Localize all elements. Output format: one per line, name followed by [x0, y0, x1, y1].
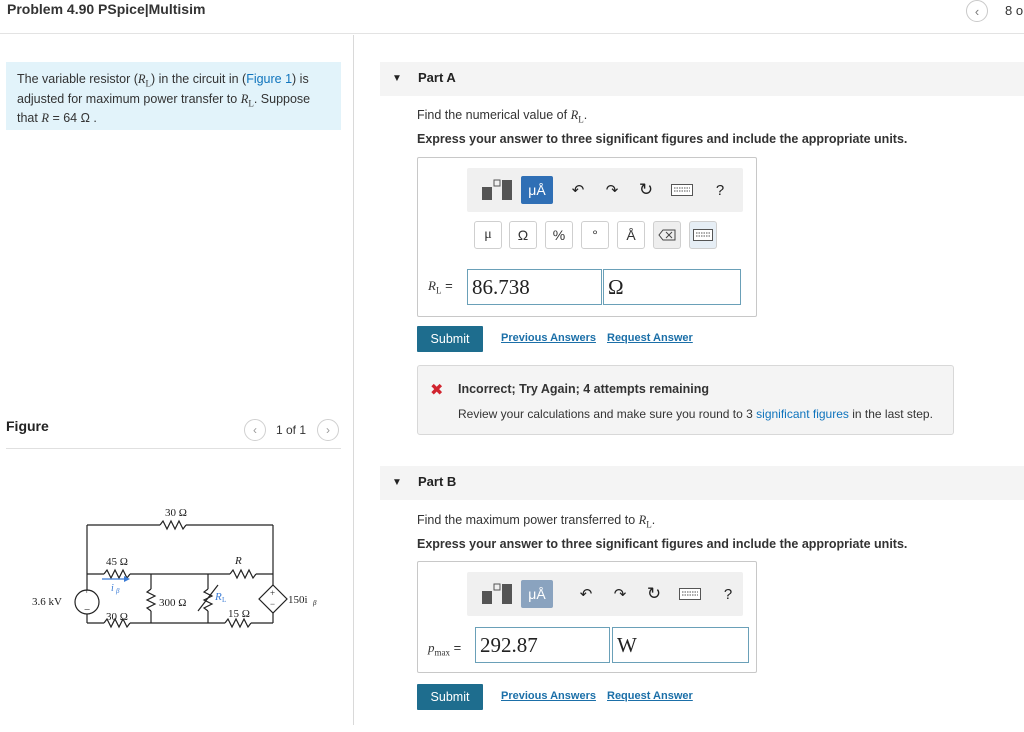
help-button[interactable]: ?: [715, 181, 725, 199]
part-b-question: Find the maximum power transferred to $R_L$.: [417, 513, 656, 530]
svg-text:L: L: [222, 596, 227, 604]
previous-problem-button[interactable]: [966, 0, 988, 22]
svg-text:β: β: [313, 599, 317, 607]
undo-icon[interactable]: ↶: [579, 586, 593, 603]
label-30-ohm-bottom: 30 Ω: [106, 611, 128, 623]
caret-down-icon: ▼: [392, 477, 402, 488]
redo-icon[interactable]: ↷: [613, 586, 627, 603]
figure-next-button[interactable]: [317, 419, 339, 441]
label-30-ohm-top: 30 Ω: [165, 507, 187, 519]
feedback-box: [417, 365, 954, 435]
part-a-request-answer-link[interactable]: Request Answer: [607, 332, 693, 344]
backspace-icon[interactable]: [653, 221, 681, 249]
label-300-ohm: 300 Ω: [159, 597, 187, 609]
part-a-previous-answers-link[interactable]: Previous Answers: [501, 332, 596, 344]
significant-figures-link[interactable]: significant figures: [756, 407, 849, 421]
part-b-value-input[interactable]: 292.87: [475, 627, 610, 663]
part-b-title: Part B: [418, 474, 457, 489]
circuit-diagram: [20, 495, 320, 645]
redo-icon[interactable]: ↷: [605, 182, 619, 199]
symbol-mu[interactable]: μ: [474, 221, 502, 249]
svg-text:+: +: [84, 586, 90, 597]
units-button[interactable]: μÅ: [521, 580, 553, 608]
top-bar: [0, 0, 1024, 34]
figure-count: 1 of 1: [276, 423, 307, 437]
part-a-answer-box: [417, 157, 757, 317]
part-b-equation-label: $p_{max}$ =: [428, 640, 462, 658]
svg-text:+: +: [270, 588, 276, 598]
part-a-symbol-row: [474, 221, 724, 251]
label-r: R: [235, 555, 242, 567]
keyboard-toggle-icon[interactable]: [689, 221, 717, 249]
keyboard-icon[interactable]: [677, 582, 703, 606]
svg-text:−: −: [270, 599, 276, 609]
chevron-left-icon: ‹: [253, 423, 257, 437]
part-b-request-answer-link[interactable]: Request Answer: [607, 690, 693, 702]
svg-text:−: −: [84, 604, 91, 616]
symbol-percent[interactable]: %: [545, 221, 573, 249]
part-b-instruction: Express your answer to three significant figures and include the appropriate units.: [417, 537, 908, 551]
part-a-value-input[interactable]: 86.738: [467, 269, 602, 305]
caret-down-icon: ▼: [392, 73, 402, 84]
figure-heading: Figure: [6, 418, 49, 434]
feedback-title: Incorrect; Try Again; 4 attempts remaining: [458, 382, 709, 396]
part-a-instruction: Express your answer to three significant figures and include the appropriate units.: [417, 132, 908, 146]
label-ib: i: [111, 583, 114, 594]
part-a-equation-label: $R_L$ =: [428, 278, 453, 296]
symbol-degree[interactable]: °: [581, 221, 609, 249]
label-rl: R: [215, 591, 222, 603]
part-a-unit-input[interactable]: Ω: [603, 269, 741, 305]
part-a-toolbar: [467, 168, 743, 212]
chevron-left-icon: ‹: [974, 3, 980, 19]
label-dependent-source: 150i: [288, 594, 308, 606]
part-a-question: Find the numerical value of $R_L$.: [417, 108, 588, 125]
figure-prev-button[interactable]: [244, 419, 266, 441]
figure-divider: [6, 448, 341, 449]
reset-icon[interactable]: ↻: [646, 584, 662, 603]
label-45-ohm: 45 Ω: [106, 556, 128, 568]
figure-link[interactable]: Figure 1: [246, 72, 293, 86]
chevron-right-icon: ›: [326, 423, 330, 437]
template-icon[interactable]: [479, 582, 517, 606]
svg-text:β: β: [116, 587, 120, 595]
symbol-ohm[interactable]: Ω: [509, 221, 537, 249]
part-b-answer-box: [417, 561, 757, 673]
part-b-previous-answers-link[interactable]: Previous Answers: [501, 690, 596, 702]
undo-icon[interactable]: ↶: [571, 182, 585, 199]
units-button[interactable]: μÅ: [521, 176, 553, 204]
feedback-message: Review your calculations and make sure you round to 3 significant figures in the last step.: [458, 407, 933, 421]
page-count: 8 o: [1005, 3, 1024, 18]
part-b-submit-button[interactable]: Submit: [417, 684, 483, 710]
column-divider: [353, 35, 354, 725]
reset-icon[interactable]: ↻: [638, 180, 654, 199]
part-b-unit-input[interactable]: W: [612, 627, 749, 663]
part-a-title: Part A: [418, 70, 456, 85]
label-source: 3.6 kV: [32, 596, 62, 608]
part-a-header[interactable]: [380, 62, 1024, 96]
x-icon: ✖: [430, 382, 444, 399]
part-b-toolbar: [467, 572, 743, 616]
symbol-angstrom[interactable]: Å: [617, 221, 645, 249]
keyboard-icon[interactable]: [669, 178, 695, 202]
part-a-submit-button[interactable]: Submit: [417, 326, 483, 352]
page-title: Problem 4.90 PSpice|Multisim: [7, 1, 206, 17]
problem-intro: The variable resistor $(R_L)$ in the circuit in (Figure 1) is adjusted for maximum power transfer to $R_L$. Suppose that R = 64 Ω .: [6, 62, 341, 130]
part-b-header[interactable]: [380, 466, 1024, 500]
help-button[interactable]: ?: [723, 585, 733, 603]
label-15-ohm: 15 Ω: [228, 608, 250, 620]
template-icon[interactable]: [479, 178, 517, 202]
